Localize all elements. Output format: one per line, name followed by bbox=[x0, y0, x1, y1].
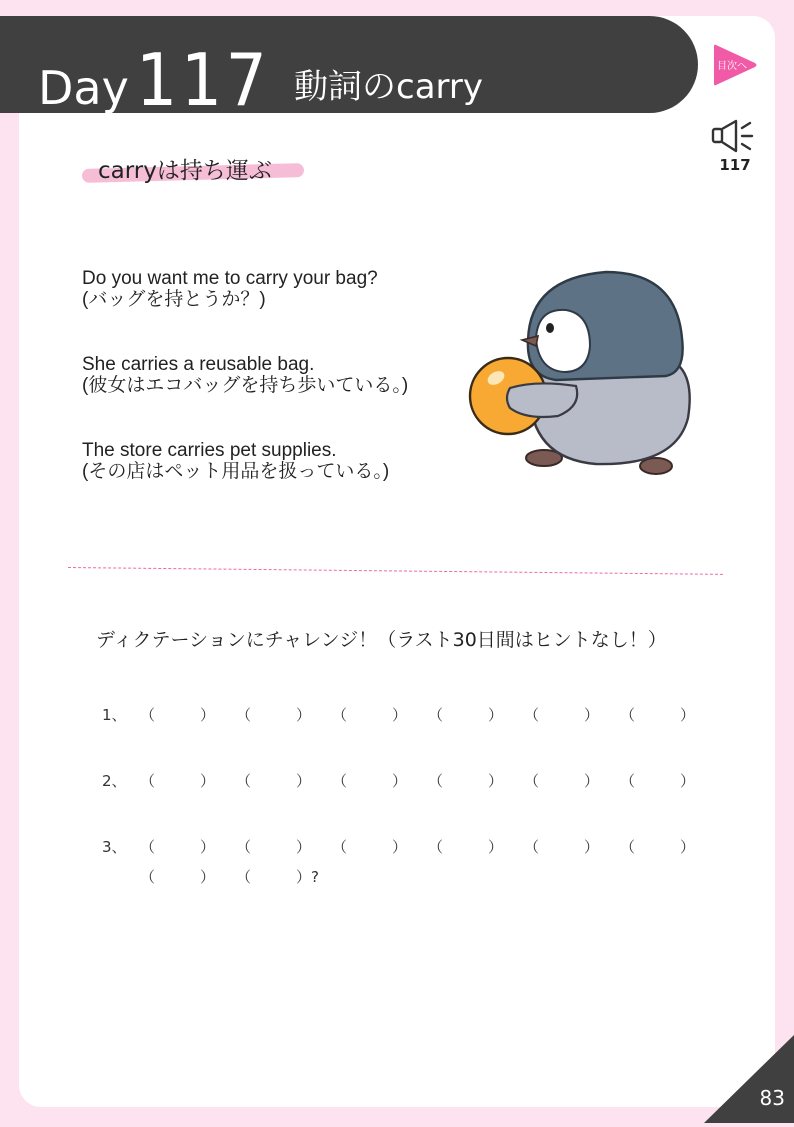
row-number: 3、 bbox=[102, 838, 127, 856]
example-japanese: (その店はペット用品を扱っている。) bbox=[82, 461, 390, 482]
answer-blank[interactable]: （ ） bbox=[620, 838, 696, 856]
audio-track-number: 117 bbox=[719, 156, 751, 174]
answer-blank[interactable]: （ ） bbox=[236, 838, 312, 856]
section-title: carryは持ち運ぶ bbox=[98, 158, 272, 184]
example-english: She carries a reusable bag. bbox=[82, 354, 315, 375]
answer-blank[interactable]: （ ） bbox=[428, 706, 504, 724]
answer-blank[interactable]: （ ） bbox=[332, 838, 408, 856]
answer-blank[interactable]: （ ） bbox=[428, 772, 504, 790]
table-of-contents-label: 目次へ bbox=[717, 61, 747, 72]
day-header bbox=[0, 16, 698, 122]
example-3 bbox=[82, 440, 389, 482]
answer-blank[interactable]: （ ） bbox=[236, 706, 312, 724]
dictation-row-2[interactable] bbox=[102, 770, 716, 791]
answer-blank[interactable]: （ ） bbox=[332, 706, 408, 724]
answer-blank[interactable]: （ ）? bbox=[236, 868, 319, 886]
page-number: 83 bbox=[759, 1086, 785, 1110]
lesson-title: 動詞のcarry bbox=[294, 67, 484, 107]
day-number: 117 bbox=[136, 38, 271, 122]
example-2 bbox=[82, 354, 408, 396]
dictation-row-3-continued[interactable] bbox=[102, 866, 332, 887]
answer-blank[interactable]: （ ） bbox=[140, 868, 216, 886]
answer-blank[interactable]: （ ） bbox=[140, 706, 216, 724]
example-english: The store carries pet supplies. bbox=[82, 440, 337, 461]
day-label: Day bbox=[38, 61, 129, 115]
example-english: Do you want me to carry your bag? bbox=[82, 268, 378, 289]
answer-blank[interactable]: （ ） bbox=[524, 706, 600, 724]
answer-blank[interactable]: （ ） bbox=[620, 706, 696, 724]
answer-blank[interactable]: （ ） bbox=[236, 772, 312, 790]
example-1 bbox=[82, 268, 378, 310]
dictation-heading: ディクテーションにチャレンジ！（ラスト30日間はヒントなし！） bbox=[96, 629, 667, 651]
answer-blank[interactable]: （ ） bbox=[524, 772, 600, 790]
example-japanese: (彼女はエコバッグを持ち歩いている。) bbox=[82, 375, 409, 396]
dictation-row-3[interactable] bbox=[102, 836, 716, 857]
dictation-row-1[interactable] bbox=[102, 704, 716, 725]
answer-blank[interactable]: （ ） bbox=[620, 772, 696, 790]
answer-blank[interactable]: （ ） bbox=[140, 772, 216, 790]
table-of-contents-button[interactable] bbox=[712, 44, 758, 86]
answer-blank[interactable]: （ ） bbox=[332, 772, 408, 790]
answer-blank[interactable]: （ ） bbox=[524, 838, 600, 856]
answer-blank[interactable]: （ ） bbox=[428, 838, 504, 856]
speaker-icon[interactable] bbox=[710, 118, 760, 154]
row-number: 1、 bbox=[102, 706, 127, 724]
answer-blank[interactable]: （ ） bbox=[140, 838, 216, 856]
penguin-illustration bbox=[466, 268, 698, 482]
example-japanese: (バッグを持とうか？) bbox=[82, 289, 266, 310]
row-number: 2、 bbox=[102, 772, 127, 790]
